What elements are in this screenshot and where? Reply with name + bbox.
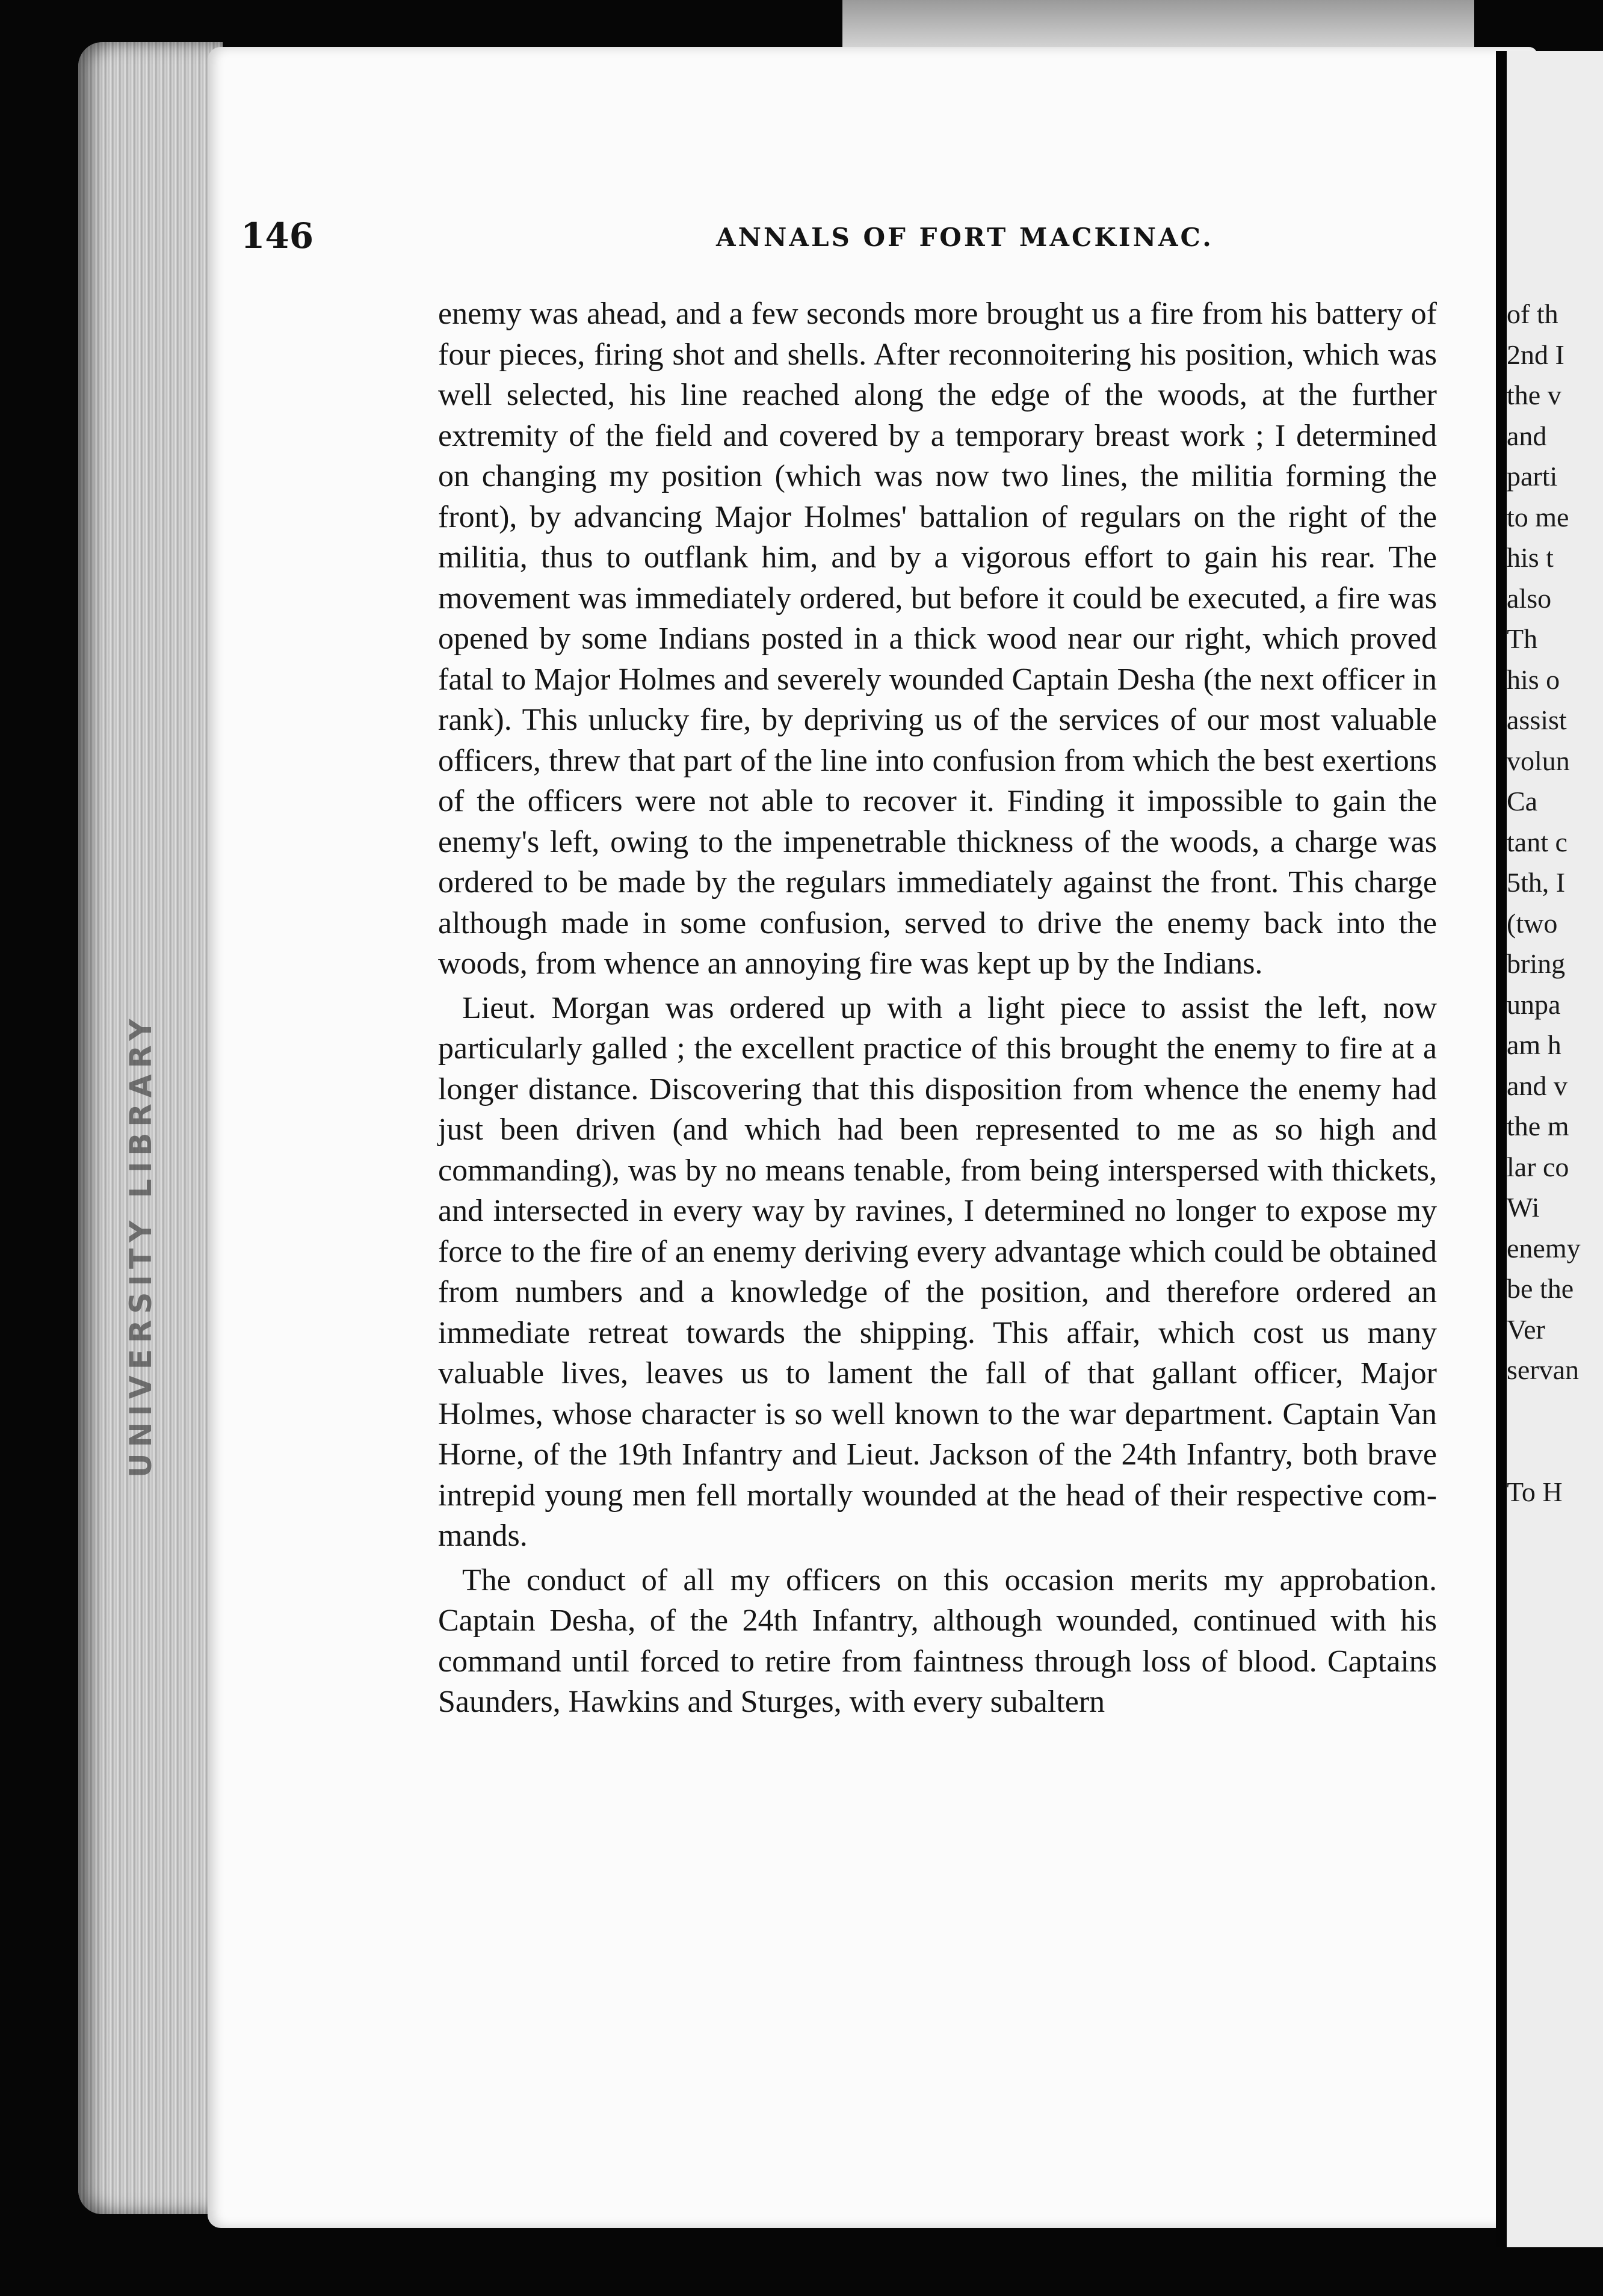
library-edge-stamp: UNIVERSITY LIBRARY bbox=[123, 1013, 158, 1478]
facing-page-line: the v bbox=[1507, 380, 1561, 410]
facing-page-line: to me bbox=[1507, 501, 1569, 532]
facing-page-line: and v bbox=[1507, 1070, 1567, 1101]
facing-page-line: volun bbox=[1507, 745, 1570, 776]
facing-page-line: Ca bbox=[1507, 786, 1538, 816]
facing-page-line: Wi bbox=[1507, 1192, 1540, 1223]
facing-page-line: am h bbox=[1507, 1029, 1561, 1060]
body-text bbox=[438, 294, 1437, 1726]
running-title: ANNALS OF FORT MACKINAC. bbox=[716, 223, 1214, 252]
facing-page-line: his o bbox=[1507, 664, 1560, 695]
page-number: 146 bbox=[241, 215, 314, 256]
paragraph-1: enemy was ahead, and a few seconds more brought us a fire from his battery of four pieces, firing shot and shells. After reconnoitering his position, which was well selected, his line reached along the edge of the woods, at the further extremity of the field and covered by a temporary breast work ; I determined on changing my position (which was now two lines, the militia forming the front), by advancing Major Holmes' battalion of regulars on the right of the militia, thus to outflank him, and by a vigorous effort to gain his rear. The movement was immediately ordered, but before it could be executed, a fire was opened by some Indians posted in a thick wood near our right, which proved fatal to Major Holmes and severely wounded Captain Desha (the next officer in rank). This unlucky fire, by depriving us of the services of our most valuable officers, threw that part of the line into confusion from which the best exertions of the officers were not able to recover it. Finding it impossible to gain the enemy's left, owing to the impenetrable thickness of the woods, a charge was ordered to be made by the regulars immediately against the front. This charge although made in some confusion, served to drive the enemy back into the woods, from whence an annoying fire was kept up by the Indians. bbox=[438, 297, 1437, 981]
facing-page-line: also bbox=[1507, 582, 1552, 614]
facing-page-line bbox=[1507, 1390, 1603, 1431]
facing-page-line: and bbox=[1507, 420, 1547, 451]
facing-page-line: servan bbox=[1507, 1354, 1580, 1385]
facing-page-line: lar co bbox=[1507, 1151, 1569, 1182]
facing-page-line: tant c bbox=[1507, 826, 1567, 857]
running-head bbox=[241, 215, 1246, 264]
facing-page-line: 2nd I bbox=[1507, 339, 1564, 370]
facing-page-line: enemy bbox=[1507, 1232, 1581, 1264]
paragraph-2: Lieut. Morgan was ordered up with a light piece to assist the left, now particularly galled ; the excellent practice of this brought the enemy to fire at a longer distance. Discovering that this disposition from whence the enemy had just been driven (and which had been represented to me as so high and commanding), was by no means tenable, from being interspersed with thickets, and intersected in every way by ravines, I determined no longer to expose my force to the fire of an enemy deriving every advantage which could be obtained from numbers and a knowledge of the position, and therefore ordered an immediate retreat towards the shipping. This affair, which cost us many valuable lives, leaves us to lament the fall of that gallant officer, Major Holmes, whose character is so well known to the war department. Captain Van Horne, of the 19th Infantry and Lieut. Jackson of the 24th Infantry, both brave intrepid young men fell mortally wounded at the head of their respective commands. bbox=[438, 990, 1437, 1553]
facing-page-line: of th bbox=[1507, 298, 1558, 329]
facing-page-line: the m bbox=[1507, 1111, 1569, 1141]
paragraph-3: The conduct of all my officers on this occasion merits my approbation. Captain Desha, of the 24th Infantry, although wounded, continued with his command until forced to retire from faintness through loss of blood. Captains Saunders, Hawkins and Sturges, with every subaltern bbox=[438, 1563, 1437, 1719]
facing-page-line: parti bbox=[1507, 461, 1558, 492]
facing-page-line: bring bbox=[1507, 948, 1566, 979]
facing-page-line: his t bbox=[1507, 542, 1554, 573]
facing-page-line: be the bbox=[1507, 1273, 1574, 1304]
facing-page-line bbox=[1507, 1431, 1603, 1472]
facing-page-line: 5th, I bbox=[1507, 867, 1566, 898]
facing-page-line: assist bbox=[1507, 705, 1567, 735]
microfilm-top-strip bbox=[842, 0, 1474, 48]
facing-page-line: Th bbox=[1507, 623, 1538, 654]
facing-page-line: To H bbox=[1507, 1476, 1563, 1507]
facing-page-line: (two bbox=[1507, 907, 1558, 939]
facing-page-text bbox=[1507, 294, 1603, 1512]
facing-page-line: unpa bbox=[1507, 989, 1561, 1020]
facing-page-line: Ver bbox=[1507, 1313, 1545, 1345]
